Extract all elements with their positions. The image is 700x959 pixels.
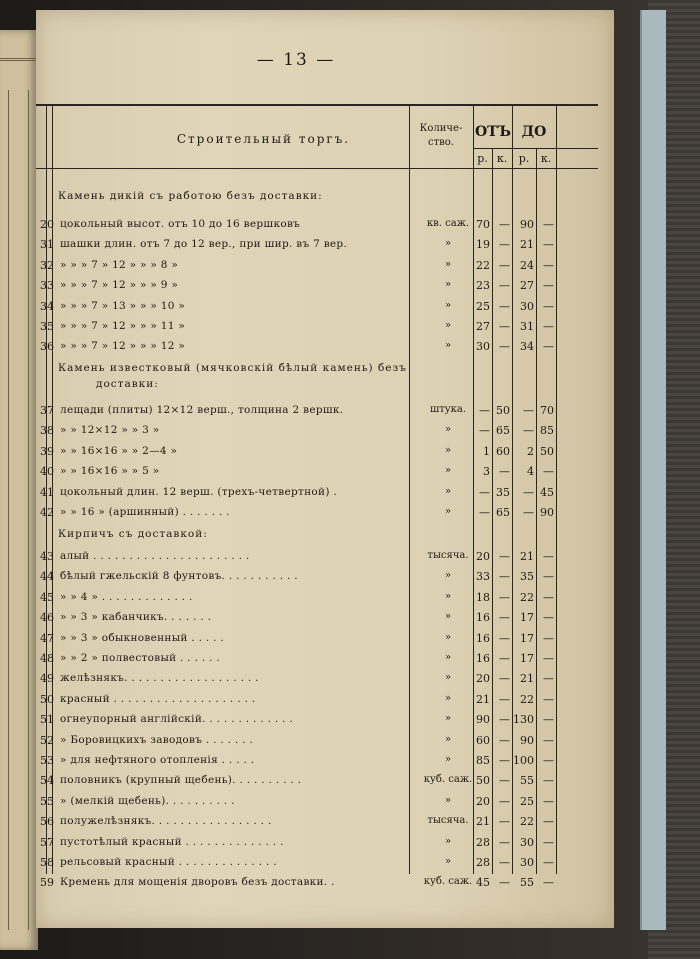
item-description: » » 16 » (аршинный) . . . . . . . (60, 506, 230, 518)
price-from-kop: — (499, 815, 510, 829)
price-to-kop: — (543, 550, 554, 563)
price-to-rub: 21 (520, 672, 534, 686)
item-description: желѣзнякъ. . . . . . . . . . . . . . . . . . . (60, 672, 259, 685)
item-description: шашки длин. отъ 7 до 12 вер., при шир. въ 7 вер. (60, 238, 348, 251)
page-block-edge (640, 10, 666, 930)
price-to-rub: 17 (520, 611, 534, 625)
price-from-rub: 85 (476, 754, 490, 767)
row-number: 20 (40, 218, 54, 231)
table-row (36, 713, 598, 733)
price-to-kop: — (543, 631, 554, 645)
price-to-kop: — (543, 754, 554, 767)
unit-quantity: куб. саж. (423, 876, 473, 888)
price-from-kop: — (499, 590, 510, 604)
item-description: рельсовый красный . . . . . . . . . . . . . . (60, 856, 277, 868)
table-row (36, 259, 598, 279)
price-from-rub: 30 (476, 340, 490, 354)
price-to-kop: — (543, 299, 554, 313)
price-to-rub: 21 (520, 238, 534, 252)
table-row (36, 300, 598, 320)
price-to-kop: — (543, 815, 554, 829)
price-from-kop: — (499, 856, 510, 869)
price-to-rub: — (523, 485, 534, 499)
item-description: огнеупорный англійскій. . . . . . . . . . . . . (60, 713, 294, 726)
row-number: 52 (40, 733, 54, 747)
price-from-kop: 65 (496, 424, 510, 438)
unit-quantity: штука. (429, 404, 467, 415)
row-number: 49 (40, 672, 54, 686)
item-description: » » » 7 » 12 » » » 11 » (60, 320, 186, 332)
price-from-rub: 22 (476, 258, 490, 272)
price-from-kop: — (499, 258, 510, 272)
table-row (36, 404, 598, 424)
price-from-kop: 60 (496, 444, 510, 458)
price-to-kop: — (543, 794, 554, 808)
unit-quantity: » (444, 258, 452, 270)
unit-quantity: » (444, 238, 452, 250)
price-to-rub: 90 (520, 733, 534, 747)
item-description: » » » 7 » 12 » » » 9 » (60, 279, 179, 292)
price-to-rub: 35 (520, 570, 534, 584)
price-from-rub: 27 (476, 320, 490, 333)
price-to-kop: — (543, 611, 554, 625)
item-description: лещади (плиты) 12×12 верш., толщина 2 вершк. (60, 404, 344, 416)
unit-quantity: » (444, 856, 452, 867)
table-row (36, 754, 598, 774)
price-from-rub: 28 (476, 856, 490, 869)
price-from-kop: — (499, 299, 510, 313)
section-heading: Камень известковый (мячковскій бѣлый камень) безъ (58, 362, 407, 374)
price-from-kop: — (499, 774, 510, 788)
table-row (36, 836, 598, 856)
price-from-kop: — (499, 218, 510, 231)
from-kop-header: к. (496, 152, 508, 165)
row-number: 44 (40, 570, 54, 584)
table-row (36, 795, 598, 815)
item-description: » » » 7 » 12 » » » 12 » (60, 340, 186, 353)
price-to-rub: — (523, 424, 534, 438)
price-to-rub: 24 (520, 258, 534, 272)
price-from-kop: — (499, 876, 510, 890)
item-description: алый . . . . . . . . . . . . . . . . . . . . . . (60, 550, 250, 562)
price-from-rub: 19 (476, 238, 490, 252)
price-from-kop: — (499, 794, 510, 808)
price-table (36, 104, 598, 890)
price-from-kop: — (499, 672, 510, 686)
price-to-rub: 90 (520, 218, 534, 231)
price-to-rub: — (523, 404, 534, 417)
price-from-rub: 18 (476, 590, 490, 604)
unit-quantity: » (444, 570, 452, 582)
price-from-kop: — (499, 570, 510, 584)
price-from-kop: — (499, 279, 510, 293)
item-description: » » 2 » полвестовый . . . . . . (60, 652, 221, 664)
unit-quantity: » (444, 631, 452, 643)
item-description: красный . . . . . . . . . . . . . . . . . . . . (60, 692, 256, 705)
to-rub-header: р. (518, 152, 530, 165)
price-from-rub: 28 (476, 835, 490, 849)
item-description: цокольный высот. отъ 10 до 16 вершковъ (60, 218, 301, 230)
table-row (36, 856, 598, 876)
price-from-rub: 45 (476, 876, 490, 890)
price-to-rub: — (523, 506, 534, 519)
price-from-rub: — (479, 485, 490, 499)
price-to-kop: — (543, 856, 554, 869)
row-number: 46 (40, 611, 54, 625)
price-to-rub: 55 (520, 876, 534, 890)
section-heading-cont: доставки: (96, 378, 159, 390)
price-from-kop: — (499, 652, 510, 665)
price-to-kop: — (543, 672, 554, 686)
price-from-rub: — (479, 506, 490, 519)
unit-quantity: » (444, 299, 452, 311)
table-row (36, 218, 598, 238)
row-number: 39 (40, 444, 54, 458)
price-to-kop: — (543, 692, 554, 706)
table-row (36, 550, 598, 570)
price-to-rub: 2 (527, 444, 534, 458)
price-to-rub: 17 (520, 631, 534, 645)
unit-quantity: кв. саж. (426, 218, 470, 229)
price-from-kop: — (499, 713, 510, 727)
unit-quantity: » (444, 506, 452, 517)
table-row (36, 506, 598, 526)
unit-quantity: » (444, 713, 452, 725)
price-to-rub: 100 (513, 754, 534, 767)
row-number: 34 (40, 299, 54, 313)
table-row (36, 445, 598, 465)
price-to-kop: — (543, 713, 554, 727)
price-to-kop: — (543, 320, 554, 333)
table-row (36, 320, 598, 340)
from-rub-header: р. (477, 152, 488, 165)
item-description: » » 3 » обыкновенный . . . . . (60, 631, 225, 644)
row-number: 48 (40, 652, 54, 665)
item-description: Кремень для мощенія дворовъ безъ доставки. . (60, 876, 335, 889)
price-from-rub: 16 (476, 631, 490, 645)
price-to-rub: 25 (520, 794, 534, 808)
table-row (36, 774, 598, 794)
price-to-kop: — (543, 876, 554, 890)
row-number: 43 (40, 550, 54, 563)
price-from-rub: 50 (476, 774, 490, 788)
unit-quantity: » (444, 835, 452, 847)
row-number: 51 (40, 713, 54, 727)
price-from-kop: — (499, 320, 510, 333)
price-from-rub: 20 (476, 550, 490, 563)
price-to-rub: 30 (520, 856, 534, 869)
price-from-kop: — (499, 238, 510, 252)
row-number: 36 (40, 340, 54, 354)
price-to-kop: 70 (540, 404, 554, 417)
unit-quantity: » (444, 754, 452, 765)
table-row (36, 734, 598, 754)
price-from-rub: 21 (476, 692, 490, 706)
price-from-rub: 1 (483, 444, 490, 458)
price-to-rub: 27 (520, 279, 534, 293)
row-number: 37 (40, 404, 54, 417)
row-number: 31 (40, 238, 54, 252)
row-number: 33 (40, 279, 54, 293)
row-number: 56 (40, 815, 54, 829)
price-from-rub: 25 (476, 299, 490, 313)
item-description: цокольный длин. 12 верш. (трехъ-четвертной) . (60, 485, 338, 498)
unit-quantity: » (444, 652, 452, 663)
page-number: — 13 — (256, 50, 336, 70)
item-description: » » 4 » . . . . . . . . . . . . . (60, 590, 193, 603)
item-description: » (мелкій щебень). . . . . . . . . . (60, 794, 235, 807)
price-from-rub: 20 (476, 794, 490, 808)
price-from-rub: 16 (476, 611, 490, 625)
row-number: 41 (40, 485, 54, 499)
item-description: » » » 7 » 13 » » » 10 » (60, 299, 186, 312)
to-header: ДО (521, 124, 547, 140)
price-from-rub: 16 (476, 652, 490, 665)
price-to-kop: — (543, 258, 554, 272)
row-number: 54 (40, 774, 54, 788)
section-heading: Кирпичъ съ доставкой: (58, 528, 208, 540)
unit-quantity: » (444, 611, 452, 623)
price-from-kop: — (499, 550, 510, 563)
row-number: 42 (40, 506, 54, 519)
price-from-rub: 23 (476, 279, 490, 293)
price-from-rub: 60 (476, 733, 490, 747)
book-page (36, 10, 614, 928)
unit-quantity: тысяча. (427, 815, 469, 827)
price-to-kop: — (543, 218, 554, 231)
price-to-kop: 85 (540, 424, 554, 438)
price-from-kop: — (499, 835, 510, 849)
table-row (36, 238, 598, 258)
from-header: ОТЪ (474, 124, 511, 140)
price-to-rub: 21 (520, 550, 534, 563)
price-from-kop: — (499, 340, 510, 354)
price-to-rub: 22 (520, 590, 534, 604)
table-row (36, 611, 598, 631)
item-description: » » » 7 » 12 » » » 8 » (60, 258, 179, 271)
price-to-kop: 90 (540, 506, 554, 519)
item-description: » » 16×16 » » 5 » (60, 465, 160, 478)
unit-quantity: » (444, 320, 452, 331)
price-from-rub: 33 (476, 570, 490, 584)
table-row (36, 486, 598, 506)
row-number: 45 (40, 590, 54, 604)
item-description: бѣлый гжельскій 8 фунтовъ. . . . . . . . . . . (60, 570, 298, 583)
price-to-kop: — (543, 652, 554, 665)
item-description: » » 16×16 » » 2—4 » (60, 444, 178, 457)
price-to-kop: — (543, 590, 554, 604)
table-row (36, 693, 598, 713)
unit-quantity: » (444, 444, 452, 456)
price-from-kop: — (499, 611, 510, 625)
price-to-rub: 31 (520, 320, 534, 333)
price-from-kop: — (499, 754, 510, 767)
price-to-kop: 45 (540, 485, 554, 499)
price-to-kop: — (543, 570, 554, 584)
price-from-rub: 70 (476, 218, 490, 231)
item-description: полужелѣзнякъ. . . . . . . . . . . . . . . . . (60, 815, 272, 828)
table-title: Строительный торгъ. (176, 132, 351, 146)
unit-quantity: » (444, 279, 452, 291)
price-to-rub: 22 (520, 815, 534, 829)
table-row (36, 570, 598, 590)
price-from-rub: 3 (483, 465, 490, 479)
price-from-kop: — (499, 733, 510, 747)
table-row (36, 815, 598, 835)
price-from-rub: 90 (476, 713, 490, 727)
table-row (36, 876, 598, 896)
price-from-kop: 50 (496, 404, 510, 417)
table-row (36, 591, 598, 611)
price-from-rub: — (479, 404, 490, 417)
price-to-rub: 130 (513, 713, 534, 727)
left-page-fragment (0, 30, 38, 950)
row-number: 47 (40, 631, 54, 645)
to-kop-header: к. (540, 152, 552, 165)
unit-quantity: тысяча. (427, 550, 469, 561)
table-row (36, 340, 598, 360)
item-description: » » 12×12 » » 3 » (60, 424, 160, 437)
unit-quantity: » (444, 424, 452, 436)
unit-quantity: » (444, 590, 452, 602)
table-row (36, 632, 598, 652)
table-row (36, 465, 598, 485)
row-number: 38 (40, 424, 54, 438)
price-from-rub: — (479, 424, 490, 438)
price-to-kop: — (543, 733, 554, 747)
price-to-rub: 4 (527, 465, 534, 479)
price-from-kop: — (499, 465, 510, 479)
unit-quantity: » (444, 465, 452, 477)
row-number: 35 (40, 320, 54, 333)
item-description: пустотѣлый красный . . . . . . . . . . . . . . (60, 835, 284, 848)
price-to-kop: — (543, 835, 554, 849)
price-to-kop: — (543, 238, 554, 252)
row-number: 32 (40, 258, 54, 272)
price-to-kop: — (543, 279, 554, 293)
unit-quantity: » (444, 794, 452, 806)
price-from-rub: 21 (476, 815, 490, 829)
quantity-header: Количе- ство. (419, 123, 463, 148)
price-from-kop: 65 (496, 506, 510, 519)
price-to-rub: 22 (520, 692, 534, 706)
row-number: 55 (40, 794, 54, 808)
price-to-kop: — (543, 774, 554, 788)
price-to-rub: 30 (520, 299, 534, 313)
price-from-rub: 20 (476, 672, 490, 686)
price-from-kop: 35 (496, 485, 510, 499)
price-to-kop: — (543, 340, 554, 354)
price-to-rub: 34 (520, 340, 534, 354)
price-to-rub: 55 (520, 774, 534, 788)
price-to-rub: 17 (520, 652, 534, 665)
price-to-rub: 30 (520, 835, 534, 849)
unit-quantity: » (444, 672, 452, 684)
table-row (36, 424, 598, 444)
row-number: 53 (40, 754, 54, 767)
row-number: 40 (40, 465, 54, 479)
row-number: 59 (40, 876, 54, 890)
unit-quantity: » (444, 733, 452, 745)
unit-quantity: куб. саж. (423, 774, 473, 786)
row-number: 58 (40, 856, 54, 869)
price-from-kop: — (499, 692, 510, 706)
unit-quantity: » (444, 485, 452, 497)
table-row (36, 652, 598, 672)
item-description: половникъ (крупный щебень). . . . . . . . . . (60, 774, 302, 787)
unit-quantity: » (444, 340, 452, 352)
unit-quantity: » (444, 692, 452, 704)
row-number: 50 (40, 692, 54, 706)
item-description: » Боровицкихъ заводовъ . . . . . . . (60, 733, 254, 746)
table-row (36, 672, 598, 692)
section-heading: Камень дикій съ работою безъ доставки: (58, 190, 323, 202)
item-description: » » 3 » кабанчикъ. . . . . . . (60, 611, 212, 624)
table-row (36, 279, 598, 299)
row-number: 57 (40, 835, 54, 849)
price-from-kop: — (499, 631, 510, 645)
price-to-kop: — (543, 465, 554, 479)
price-to-kop: 50 (540, 444, 554, 458)
item-description: » для нефтяного отопленія . . . . . (60, 754, 255, 766)
